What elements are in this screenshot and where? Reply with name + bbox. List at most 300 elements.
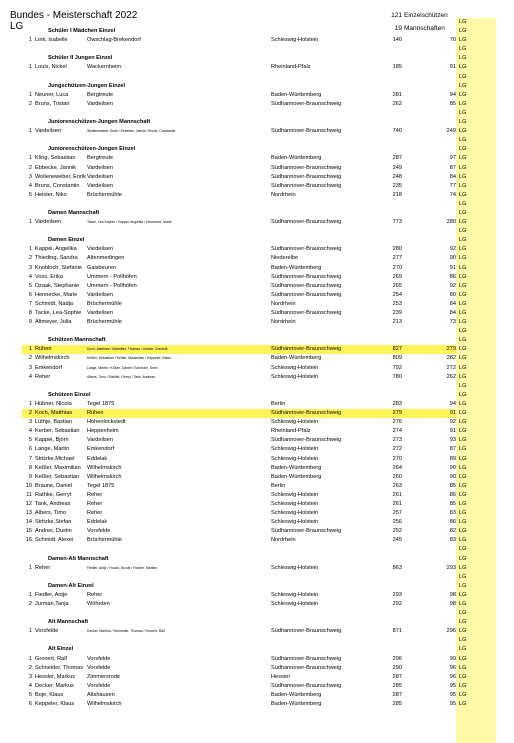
club-cell: Wilhelmskirch: [87, 464, 122, 471]
score-cell: 279: [392, 410, 402, 417]
region-cell: Südhannover-Braunschweig: [271, 219, 342, 226]
discipline-cell: LG: [459, 555, 467, 562]
rank-cell: 2: [28, 164, 32, 171]
club-cell: Vardeilsen: [87, 310, 114, 316]
discipline-cell: LG: [459, 573, 467, 580]
name-cell: Bruns, Tristan: [35, 100, 70, 107]
spacer-row: [0, 136, 514, 145]
discipline-cell: LG: [459, 410, 467, 417]
name-cell: Tacke, Lea-Sophie: [35, 310, 82, 316]
discipline-cell: LG: [459, 291, 467, 298]
points-cell: 77: [449, 182, 456, 189]
region-cell: Nordrhein: [271, 319, 296, 326]
discipline-cell: LG: [459, 446, 467, 453]
discipline-cell: LG: [459, 164, 467, 171]
name-cell: Hessler, Markus: [35, 673, 76, 680]
spacer-row: [0, 18, 514, 27]
points-cell: 86: [449, 273, 456, 280]
club-cell: Koch, Matthias / Matmiller, Thomas / Unkeie, Dominik: [87, 347, 168, 352]
discipline-cell: LG: [459, 591, 467, 598]
club-cell: Brüchermühle: [87, 191, 122, 198]
club-cell: Tegel 1875: [87, 400, 115, 407]
rank-cell: 2: [28, 255, 32, 262]
rank-cell: 2: [28, 355, 32, 362]
section-title: Schüler II Jungen Einzel: [48, 55, 113, 62]
score-cell: 253: [392, 300, 402, 307]
discipline-cell: LG: [459, 310, 467, 316]
discipline-cell: LG: [459, 146, 467, 153]
region-cell: Baden-Württemberg: [271, 473, 322, 480]
score-cell: 290: [392, 664, 402, 671]
region-cell: Schleswig-Holstein: [271, 419, 319, 426]
name-cell: Rathke, Gerryt: [35, 491, 72, 498]
rank-cell: 1: [28, 628, 32, 635]
result-row: [0, 491, 514, 500]
rank-cell: 6: [28, 291, 32, 298]
rank-cell: 3: [28, 673, 32, 680]
points-cell: 84: [449, 173, 456, 180]
score-cell: 273: [392, 437, 402, 444]
region-cell: Südhannover-Braunschweig: [271, 528, 342, 535]
result-row: [0, 427, 514, 436]
club-cell: Ummern - Pollhöfen: [87, 282, 137, 289]
result-row: [0, 191, 514, 200]
name-cell: Wolleneweber, Enrik: [35, 173, 86, 180]
section-header-row: [0, 27, 514, 36]
region-cell: Rheinland-Pfalz: [271, 428, 311, 435]
score-cell: 287: [392, 673, 402, 680]
points-cell: 91: [449, 428, 456, 435]
rank-cell: 13: [25, 510, 32, 517]
score-cell: 239: [392, 310, 402, 316]
region-cell: Schleswig-Holstein: [271, 601, 319, 607]
region-cell: Schleswig-Holstein: [271, 519, 319, 526]
region-cell: Südhannover-Braunschweig: [271, 437, 342, 444]
section-title: Juniorenschützen-Jungen Einzel: [48, 146, 136, 153]
name-cell: Kappei, Björn: [35, 437, 69, 444]
name-cell: Tank, Andreas: [35, 500, 71, 507]
section-title: Damen-Alt Einzel: [48, 582, 94, 589]
result-row: [0, 173, 514, 182]
club-cell: Reher: [87, 500, 103, 507]
rank-cell: 3: [28, 364, 32, 371]
rank-cell: 15: [25, 528, 32, 535]
rank-cell: 6: [28, 701, 32, 708]
region-cell: Südhannover-Braunschweig: [271, 100, 342, 107]
rank-cell: 1: [28, 37, 32, 44]
rank-cell: 4: [28, 273, 32, 280]
score-cell: 292: [392, 601, 402, 607]
points-cell: 98: [449, 591, 456, 598]
result-row: [0, 700, 514, 709]
result-row: [0, 127, 514, 136]
discipline-cell: LG: [459, 246, 467, 253]
discipline-cell: LG: [459, 628, 467, 635]
discipline-cell: LG: [459, 582, 467, 589]
rank-cell: 4: [28, 428, 32, 435]
result-row: [0, 400, 514, 409]
section-title: Damen-Alt Mannschaft: [48, 555, 109, 562]
discipline-cell: LG: [459, 82, 467, 89]
rank-cell: 2: [28, 100, 32, 107]
result-row: [0, 418, 514, 427]
rank-cell: 1: [28, 155, 32, 162]
points-cell: 249: [446, 128, 456, 135]
rank-cell: 11: [26, 491, 32, 498]
score-cell: 283: [392, 400, 402, 407]
discipline-cell: LG: [459, 37, 467, 44]
points-cell: 95: [449, 682, 456, 689]
region-cell: Schleswig-Holstein: [271, 591, 319, 598]
region-cell: Südhannover-Braunschweig: [271, 128, 342, 135]
discipline-cell: LG: [459, 282, 467, 289]
section-header-row: [0, 118, 514, 127]
discipline-cell: LG: [459, 264, 467, 271]
section-title: Damen Mannschaft: [48, 209, 100, 216]
points-cell: 91: [449, 264, 456, 271]
name-cell: Decker, Markus: [35, 682, 74, 689]
discipline-cell: LG: [459, 428, 467, 435]
club-cell: Emkendorf: [87, 446, 115, 453]
score-cell: 235: [392, 182, 402, 189]
region-cell: Baden-Württemberg: [271, 264, 322, 271]
rank-cell: 5: [28, 691, 32, 698]
points-cell: 90: [449, 473, 456, 480]
discipline-cell: LG: [459, 364, 467, 371]
points-cell: 97: [449, 155, 456, 162]
region-cell: Niederelbe: [271, 255, 299, 262]
result-row: [0, 527, 514, 536]
points-cell: 80: [449, 291, 456, 298]
result-row: [0, 354, 514, 363]
section-title: Alt Einzel: [48, 646, 74, 653]
name-cell: Rühen: [35, 346, 52, 353]
name-cell: Emkendorf: [35, 364, 63, 371]
section-header-row: [0, 82, 514, 91]
name-cell: Kling, Sebastian: [35, 155, 76, 162]
club-cell: Altshausen: [87, 691, 115, 698]
club-cell: Wolleneweber, Enrik / Ebbecke, Jannik / Bruns, Constantin: [87, 129, 176, 134]
result-row: [0, 664, 514, 673]
region-cell: Baden-Württemberg: [271, 701, 322, 708]
discipline-cell: LG: [459, 691, 467, 698]
result-row: [0, 63, 514, 72]
points-cell: 95: [449, 701, 456, 708]
score-cell: 280: [392, 246, 402, 253]
club-cell: Zimmersrode: [87, 673, 120, 680]
club-cell: Gaisbeuren: [87, 264, 116, 271]
score-cell: 740: [392, 128, 402, 135]
discipline-cell: LG: [459, 473, 467, 480]
score-cell: 213: [392, 319, 402, 326]
rank-cell: 2: [28, 601, 32, 607]
section-header-row: [0, 54, 514, 63]
score-cell: 809: [392, 355, 402, 362]
section-title: Schützen Mannschaft: [48, 337, 106, 344]
name-cell: Lüthje, Bastian: [35, 419, 73, 426]
club-cell: Altenmedingen: [87, 255, 125, 262]
name-cell: Neuner, Luca: [35, 91, 69, 98]
spacer-row: [0, 200, 514, 209]
points-cell: 87: [449, 446, 456, 453]
points-cell: 279: [446, 346, 456, 353]
rank-cell: 1: [28, 219, 32, 226]
name-cell: Schneider, Thomas: [35, 664, 84, 671]
result-row: [0, 154, 514, 163]
score-cell: 218: [392, 191, 402, 198]
score-cell: 265: [392, 282, 402, 289]
club-cell: Rühen: [87, 410, 104, 417]
rank-cell: 8: [28, 464, 32, 471]
region-cell: Südhannover-Braunschweig: [271, 164, 342, 171]
region-cell: Südhannover-Braunschweig: [271, 173, 342, 180]
name-cell: Keßler, Sebastian: [35, 473, 80, 480]
name-cell: Vorsfelde: [35, 628, 59, 635]
club-cell: Eddelak: [87, 455, 108, 462]
rank-cell: 1: [28, 346, 32, 353]
discipline-cell: LG: [459, 500, 467, 507]
name-cell: Jurman,Tanja: [35, 601, 69, 607]
document-title: Bundes - Meisterschaft 2022: [10, 10, 138, 21]
score-cell: 792: [392, 364, 402, 371]
score-cell: 256: [392, 519, 402, 526]
name-cell: Stritzke,Stefan: [35, 519, 72, 526]
club-cell: Keßler, Sebastian / Keßler, Maximilian / Keppeler, Klaus: [87, 356, 171, 361]
result-row: [0, 91, 514, 100]
discipline-cell: LG: [459, 319, 467, 326]
discipline-cell: LG: [459, 255, 467, 262]
name-cell: Wilhelmskirch: [35, 355, 70, 362]
discipline-cell: LG: [459, 701, 467, 708]
name-cell: Knobloch, Stefanie: [35, 264, 82, 271]
region-cell: Südhannover-Braunschweig: [271, 346, 342, 353]
section-title: Alt Mannschaft: [48, 619, 89, 626]
points-cell: 95: [449, 691, 456, 698]
result-row: [0, 373, 514, 382]
name-cell: Altmeyer, Julia: [35, 319, 72, 326]
discipline-cell: LG: [459, 91, 467, 98]
spacer-row: [0, 573, 514, 582]
points-cell: 83: [449, 510, 456, 517]
result-row: [0, 536, 514, 545]
score-cell: 262: [392, 100, 402, 107]
spacer-row: [0, 609, 514, 618]
discipline-cell: LG: [459, 337, 467, 344]
region-cell: Schleswig-Holstein: [271, 455, 319, 462]
rank-cell: 4: [28, 373, 32, 380]
discipline-cell: LG: [459, 546, 467, 553]
result-row: [0, 436, 514, 445]
points-cell: 91: [449, 410, 456, 417]
name-cell: Kappei, Angelika: [35, 246, 77, 253]
name-cell: Lange, Martin: [35, 446, 70, 453]
rank-cell: 3: [28, 173, 32, 180]
region-cell: Südhannover-Braunschweig: [271, 410, 342, 417]
discipline-cell: LG: [459, 28, 467, 35]
club-cell: Vorsfelde: [87, 528, 111, 535]
name-cell: Bruns, Constantin: [35, 182, 80, 189]
discipline-cell: LG: [459, 237, 467, 244]
region-cell: Nordrhein: [271, 537, 296, 544]
region-cell: Nordrhein: [271, 191, 296, 198]
spacer-row: [0, 45, 514, 54]
result-row: [0, 264, 514, 273]
result-row: [0, 673, 514, 682]
result-row: [0, 409, 514, 418]
discipline-cell: LG: [459, 564, 467, 571]
result-row: [0, 509, 514, 518]
discipline-cell: LG: [459, 109, 467, 116]
discipline-cell: LG: [459, 228, 467, 235]
rank-cell: 14: [25, 519, 32, 526]
rank-cell: 12: [25, 500, 32, 507]
team-count: 19: [394, 25, 402, 32]
spacer-row: [0, 227, 514, 236]
rank-cell: 3: [28, 419, 32, 426]
region-cell: Berlin: [271, 400, 286, 407]
points-cell: 74: [449, 191, 456, 198]
result-row: [0, 691, 514, 700]
region-cell: Südhannover-Braunschweig: [271, 664, 342, 671]
region-cell: Südhannover-Braunschweig: [271, 246, 342, 253]
club-cell: Brüchermühle: [87, 319, 122, 326]
name-cell: Andres, Dustin: [35, 528, 72, 535]
region-cell: Schleswig-Holstein: [271, 446, 319, 453]
region-cell: Baden-Württemberg: [271, 91, 322, 98]
score-cell: 249: [392, 164, 402, 171]
discipline-cell: LG: [459, 482, 467, 489]
club-cell: Vorsfelde: [87, 664, 111, 671]
club-cell: Wilhelmskirch: [87, 473, 122, 480]
points-cell: 70: [449, 37, 456, 44]
discipline-cell: LG: [459, 209, 467, 216]
score-cell: 296: [392, 655, 402, 662]
discipline-cell: LG: [459, 355, 467, 362]
name-cell: Ebbecke, Jannik: [35, 164, 77, 171]
points-cell: 296: [446, 628, 456, 635]
rank-cell: 7: [28, 300, 32, 307]
score-cell: 827: [392, 346, 402, 353]
region-cell: Schleswig-Holstein: [271, 373, 319, 380]
discipline-cell: LG: [459, 173, 467, 180]
region-cell: Schleswig-Holstein: [271, 510, 319, 517]
club-cell: Reher: [87, 491, 103, 498]
discipline-cell: LG: [459, 300, 467, 307]
score-cell: 270: [392, 455, 402, 462]
section-title: Damen Einzel: [48, 237, 85, 244]
club-cell: Vardeilsen: [87, 164, 114, 171]
points-cell: 86: [449, 491, 456, 498]
result-row: [0, 273, 514, 282]
result-row: [0, 318, 514, 327]
club-cell: Ummern - Pollhöfen: [87, 273, 137, 280]
points-cell: 99: [449, 655, 456, 662]
score-cell: 285: [392, 682, 402, 689]
name-cell: Gronert, Ralf: [35, 655, 68, 662]
rank-cell: 1: [28, 400, 32, 407]
name-cell: Stritzke,Michael: [35, 455, 75, 462]
points-cell: 92: [449, 246, 456, 253]
points-cell: 85: [449, 482, 456, 489]
result-row: [0, 291, 514, 300]
club-cell: Wackernheim: [87, 64, 121, 71]
discipline-cell: LG: [459, 510, 467, 517]
club-cell: Reher: [87, 510, 103, 517]
section-header-row: [0, 236, 514, 245]
shooter-count-label: Einzelschützen: [404, 12, 448, 19]
name-cell: Hennecke, Marie: [35, 291, 78, 298]
name-cell: Heister, Niko: [35, 191, 67, 198]
name-cell: Schmidt, Alexei: [35, 537, 74, 544]
name-cell: Boje, Klaus: [35, 691, 64, 698]
region-cell: Schleswig-Holstein: [271, 364, 319, 371]
region-cell: Baden-Württemberg: [271, 691, 322, 698]
club-cell: Vardeilsen: [87, 291, 114, 298]
points-cell: 262: [446, 373, 456, 380]
club-cell: Albers, Timo / Rathke, Gerryt / Tank, Andreas: [87, 374, 155, 379]
name-cell: Dzaak, Stephanie: [35, 282, 80, 289]
name-cell: Albers, Timo: [35, 510, 67, 517]
club-cell: Wilhelmskirch: [87, 701, 122, 708]
score-cell: 261: [392, 500, 402, 507]
discipline-cell: LG: [459, 437, 467, 444]
region-cell: Schleswig-Holstein: [271, 37, 319, 44]
result-row: [0, 591, 514, 600]
club-cell: Brüchermühle: [87, 300, 122, 307]
name-cell: Thieding, Sandra: [35, 255, 78, 262]
score-cell: 264: [392, 464, 402, 471]
club-cell: Vardeilsen: [87, 173, 114, 180]
region-cell: Baden-Württemberg: [271, 355, 322, 362]
spacer-row: [0, 73, 514, 82]
rank-cell: 16: [25, 537, 32, 544]
score-cell: 281: [392, 91, 402, 98]
points-cell: 96: [449, 673, 456, 680]
result-row: [0, 682, 514, 691]
region-cell: Schleswig-Holstein: [271, 500, 319, 507]
discipline-cell: LG: [459, 182, 467, 189]
rank-cell: 10: [25, 482, 32, 489]
result-row: [0, 600, 514, 609]
points-cell: 293: [446, 564, 456, 571]
spacer-row: [0, 636, 514, 645]
name-cell: Vardeilsen: [35, 219, 62, 226]
name-cell: Schmidt, Nadja: [35, 300, 73, 307]
name-cell: Reher: [35, 373, 51, 380]
result-row: [0, 164, 514, 173]
region-cell: Berlin: [271, 482, 286, 489]
discipline-cell: LG: [459, 464, 467, 471]
score-cell: 773: [392, 219, 402, 226]
club-cell: Vardeilsen: [87, 246, 114, 253]
score-cell: 254: [392, 291, 402, 298]
region-cell: Südhannover-Braunschweig: [271, 282, 342, 289]
rank-cell: 8: [28, 310, 32, 316]
rank-cell: 2: [28, 410, 32, 417]
discipline-cell: LG: [459, 637, 467, 644]
region-cell: Südhannover-Braunschweig: [271, 273, 342, 280]
result-row: [0, 500, 514, 509]
result-row: [0, 245, 514, 254]
club-cell: Vorsfelde: [87, 655, 111, 662]
name-cell: Hübner, Nicola: [35, 400, 72, 407]
rank-cell: 4: [28, 182, 32, 189]
name-cell: Koch, Matthias: [35, 410, 72, 417]
points-cell: 92: [449, 282, 456, 289]
region-cell: Südhannover-Braunschweig: [271, 655, 342, 662]
club-cell: Owschlag-Brekendorf: [87, 37, 141, 44]
result-row: [0, 445, 514, 454]
